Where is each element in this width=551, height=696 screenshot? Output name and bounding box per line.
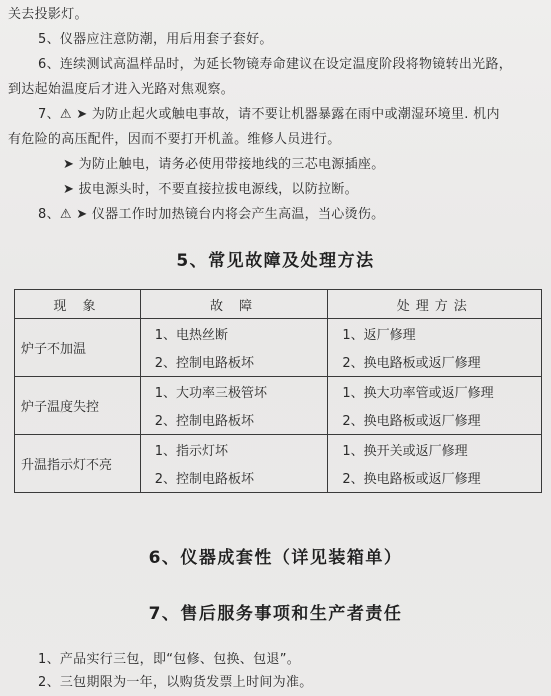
text-line-3: 6、连续测试高温样品时，为延长物镜寿命建议在设定温度阶段将物镜转出光路， <box>38 57 513 72</box>
phenomenon-cell: 炉子温度失控 <box>15 377 141 435</box>
phenomenon-cell: 炉子不加温 <box>15 319 141 377</box>
text-line-5: 7、⚠ ➤ 为防止起火或触电事故，请不要让机器暴露在雨中或潮湿环境里. 机内 <box>38 107 500 122</box>
phenomenon-cell: 升温指示灯不亮 <box>15 435 141 493</box>
section-5-title: 5、常见故障及处理方法 <box>176 251 375 271</box>
text-line-1: 关去投影灯。 <box>8 7 88 22</box>
text-line-4: 到达起始温度后才进入光路对焦观察。 <box>8 82 235 97</box>
header-fault: 故 障 <box>140 290 328 319</box>
fault-cell: 1、大功率三极管坏 <box>140 377 328 406</box>
fix-cell: 1、换大功率管或返厂修理 <box>328 377 542 406</box>
text-line-9: 8、⚠ ➤ 仪器工作时加热镜台内将会产生高温，当心烫伤。 <box>38 207 385 222</box>
fix-cell: 1、返厂修理 <box>328 319 542 348</box>
fault-cell: 2、控制电路板坏 <box>140 348 328 377</box>
show-through-text <box>190 8 201 24</box>
after-sales-item-2: 2、三包期限为一年，以购货发票上时间为准。 <box>38 675 313 690</box>
table-row <box>15 435 542 464</box>
section-6-title: 6、仪器成套性（详见装箱单） <box>148 548 403 568</box>
text-line-6: 有危险的高压配件，因而不要打开机盖。维修人员进行。 <box>8 132 341 147</box>
fault-cell: 1、指示灯坏 <box>140 435 328 464</box>
fix-cell: 2、换电路板或返厂修理 <box>328 406 542 435</box>
header-phenomenon: 现 象 <box>15 290 141 319</box>
fault-table-header <box>15 290 542 319</box>
text-line-2: 5、仪器应注意防潮，用后用套子套好。 <box>38 32 273 47</box>
section-7-title: 7、售后服务事项和生产者责任 <box>148 604 403 624</box>
fix-cell: 2、换电路板或返厂修理 <box>328 464 542 493</box>
fault-cell: 2、控制电路板坏 <box>140 464 328 493</box>
after-sales-item-1: 1、产品实行三包，即“包修、包换、包退”。 <box>38 652 301 667</box>
fix-cell: 2、换电路板或返厂修理 <box>328 348 542 377</box>
fix-cell: 1、换开关或返厂修理 <box>328 435 542 464</box>
header-fix: 处理方法 <box>328 290 542 319</box>
fault-table <box>14 289 542 493</box>
text-line-8: ➤ 拔电源头时，不要直接拉拔电源线，以防拉断。 <box>63 182 358 197</box>
text-line-7: ➤ 为防止触电，请务必使用带接地线的三芯电源插座。 <box>63 157 385 172</box>
table-row <box>15 377 542 406</box>
fault-cell: 2、控制电路板坏 <box>140 406 328 435</box>
table-row <box>15 319 542 348</box>
fault-cell: 1、电热丝断 <box>140 319 328 348</box>
